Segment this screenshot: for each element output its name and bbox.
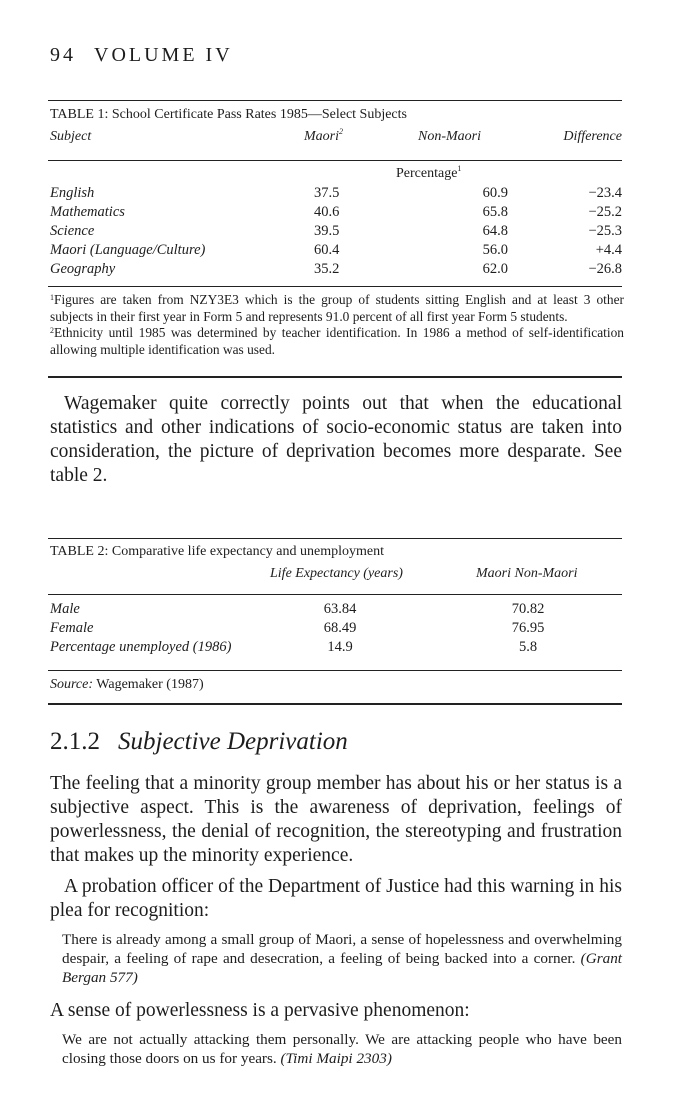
table1-cell-nonmaori: 64.8: [482, 223, 508, 239]
table2-cell-label: Percentage unemployed (1986): [50, 639, 232, 655]
table1-cell-subject: Geography: [50, 261, 116, 277]
table1-cell-difference: +4.4: [595, 242, 622, 258]
table2-cell-nonmaori: 70.82: [511, 601, 545, 617]
table2-source-rule: [48, 670, 622, 671]
table1-cell-difference: −26.8: [588, 261, 622, 277]
quote2-citation: (Timi Maipi 2303): [280, 1050, 392, 1067]
table2-cell-nonmaori: 76.95: [511, 620, 545, 636]
section-heading: [50, 728, 348, 756]
table-row: [50, 241, 622, 260]
table-row: [50, 222, 622, 241]
table2-cell-label: Female: [50, 620, 94, 636]
table1-cell-nonmaori: 56.0: [482, 242, 508, 258]
table1-footnote-2: $^2$Ethnicity until 1985 was determined by teacher identification. In 1986 a method of self-identification allowing multiple identification was used.: [50, 325, 624, 357]
table2-bottom-rule: [48, 703, 622, 705]
table2-cell-maori: 63.84: [323, 601, 357, 617]
table2-title: TABLE 2: Comparative life expectancy and unemployment: [50, 544, 384, 559]
table1-body: [50, 184, 622, 279]
table1-cell-nonmaori: 60.9: [482, 185, 508, 201]
section-number: 2.1.2: [50, 728, 100, 755]
table1-col-nonmaori: Non-Maori: [418, 129, 481, 144]
table-row: [50, 203, 622, 222]
running-header: [50, 44, 233, 67]
block-quote-2: We are not actually attacking them personally. We are attacking people who have been closing those doors on us for years. (Timi Maipi 2303): [62, 1031, 622, 1067]
table-row: [50, 600, 622, 619]
table2-cell-maori: 68.49: [323, 620, 357, 636]
table2-top-rule: [48, 538, 622, 539]
table1-unit-label: Percentage$^1$: [396, 164, 462, 181]
table1-cell-maori: 40.6: [314, 204, 340, 220]
table1-cell-difference: −23.4: [588, 185, 622, 201]
table2-source: Source: Wagemaker (1987): [50, 677, 204, 692]
table1-title: TABLE 1: School Certificate Pass Rates 1985—Select Subjects: [50, 107, 407, 122]
table1-cell-difference: −25.2: [588, 204, 622, 220]
table-row: [50, 638, 622, 657]
table1-cell-difference: −25.3: [588, 223, 622, 239]
table1-cell-nonmaori: 65.8: [482, 204, 508, 220]
table-row: [50, 260, 622, 279]
volume-label: VOLUME IV: [94, 44, 233, 66]
table1-footnotes: [50, 292, 624, 358]
table1-bottom-rule: [48, 376, 622, 378]
body-paragraph-1: Wagemaker quite correctly points out that when the educational statistics and other indications of socio-economic status are taken into consideration, the picture of deprivation becomes more desparate. See table 2.: [50, 393, 622, 486]
table1-cell-subject: English: [50, 185, 95, 201]
table1-cell-maori: 35.2: [314, 261, 340, 277]
table-row: [50, 619, 622, 638]
table1-cell-nonmaori: 62.0: [482, 261, 508, 277]
table2-cell-nonmaori: 5.8: [518, 639, 538, 655]
table1-cell-subject: Maori (Language/Culture): [50, 242, 206, 258]
table1-top-rule: [48, 100, 622, 101]
table1-cell-maori: 60.4: [314, 242, 340, 258]
table1-cell-subject: Science: [50, 223, 95, 239]
table2-col-groups: Maori Non-Maori: [476, 566, 578, 581]
table1-footnote-1: $^1$Figures are taken from NZY3E3 which is the group of students sitting English and at least 3 other subjects in their first year in Form 5 and represents 91.0 percent of all first year Form 5 students.: [50, 292, 624, 324]
table1-col-subject: Subject: [50, 129, 92, 144]
table1-col-difference: Difference: [563, 129, 622, 144]
body-paragraph-3: A probation officer of the Department of Justice had this warning in his plea for recognition:: [50, 876, 622, 921]
table2-header-rule: [48, 594, 622, 595]
page-number: 94: [50, 44, 76, 66]
table1-cell-maori: 37.5: [314, 185, 340, 201]
body-paragraph-2: The feeling that a minority group member has about his or her status is a subjective aspect. This is the awareness of deprivation, feelings of powerlessness, the denial of recognition, the stereotyping and frustration that makes up the minority experience.: [50, 773, 622, 866]
table1-cell-maori: 39.5: [314, 223, 340, 239]
section-title: Subjective Deprivation: [118, 728, 348, 755]
body-paragraph-4: A sense of powerlessness is a pervasive phenomenon:: [50, 1000, 470, 1021]
table2-cell-maori: 14.9: [327, 639, 353, 655]
block-quote-1: There is already among a small group of Maori, a sense of hopelessness and overwhelming despair, a feeling of rape and desecration, a feeling of being backed into a corner. (Grant Bergan 577): [62, 931, 623, 986]
table2-body: [50, 600, 622, 657]
table2-cell-label: Male: [50, 601, 80, 617]
table1-header-rule: [48, 160, 622, 161]
table1-col-maori: Maori$^2$: [304, 127, 343, 144]
table1-footnote-rule: [48, 286, 622, 287]
quote1-citation: (Grant Bergan 577): [62, 950, 623, 986]
table1-cell-subject: Mathematics: [50, 204, 125, 220]
table-row: [50, 184, 622, 203]
table2-col-life-expectancy: Life Expectancy (years): [270, 566, 403, 581]
